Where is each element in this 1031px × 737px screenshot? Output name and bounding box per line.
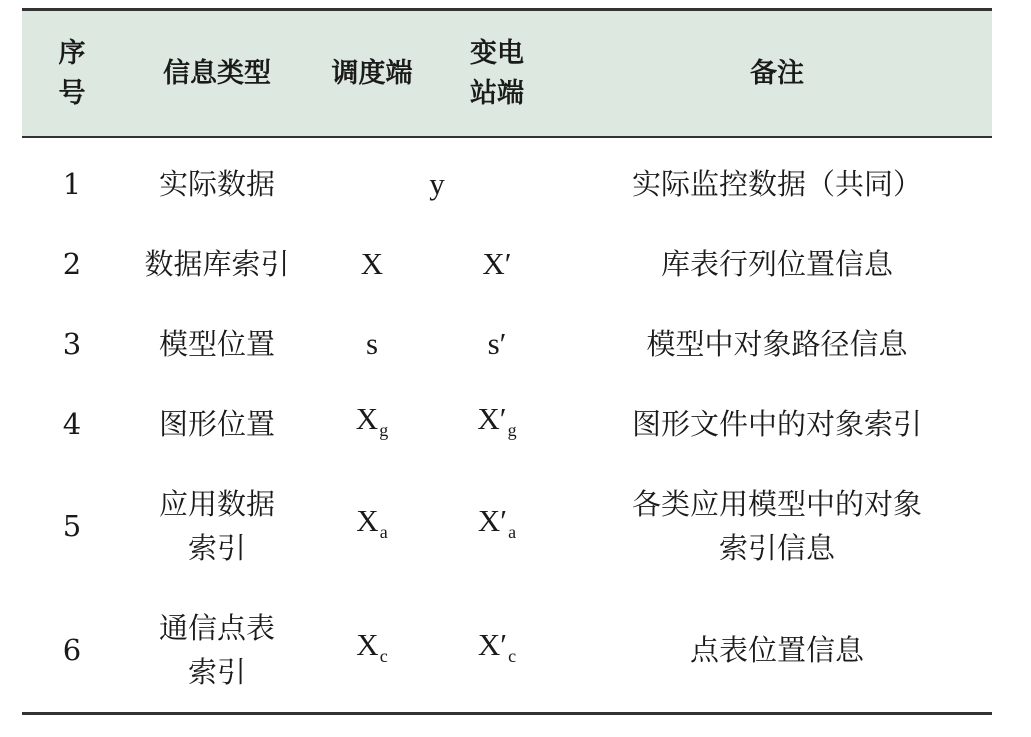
- cell-remarks: 各类应用模型中的对象索引信息: [631, 487, 922, 565]
- cell-substation: X′: [482, 246, 512, 281]
- table-header: [22, 10, 992, 138]
- symbol-main: X: [355, 400, 379, 436]
- table-row: [22, 588, 992, 714]
- cell-index: 1: [62, 167, 82, 201]
- cell-dispatch: [312, 464, 432, 588]
- table-row: [22, 464, 992, 588]
- cell-info-type: 模型位置: [158, 327, 275, 361]
- cell-info-type: 图形位置: [158, 407, 275, 441]
- cell-remarks: 实际监控数据（共同）: [631, 167, 922, 201]
- symbol-main: X′: [477, 502, 508, 538]
- table-row: [22, 224, 992, 304]
- header-dispatch-end: 调度端: [331, 57, 413, 89]
- cell-substation: [432, 588, 562, 714]
- cell-info-type: 应用数据索引: [158, 487, 275, 565]
- table-row: [22, 304, 992, 384]
- symbol-subscript: c: [508, 645, 517, 666]
- cell-substation: s′: [487, 326, 507, 361]
- table-row: [22, 137, 992, 224]
- cell-shared-value: y: [429, 166, 445, 201]
- cell-dispatch: s: [365, 326, 379, 361]
- cell-index: 2: [62, 247, 82, 281]
- symbol-subscript: a: [379, 521, 388, 542]
- symbol-main: X: [356, 502, 379, 538]
- cell-info-type: 实际数据: [158, 167, 275, 201]
- table-body: [22, 137, 992, 714]
- symbol-subscript: a: [508, 521, 517, 542]
- cell-remarks: 点表位置信息: [689, 633, 864, 667]
- symbol-subscript: c: [379, 645, 388, 666]
- cell-dispatch: X: [360, 246, 384, 281]
- cell-info-type: 通信点表索引: [158, 611, 275, 689]
- cell-remarks: 模型中对象路径信息: [646, 327, 908, 361]
- cell-remarks: 图形文件中的对象索引: [631, 407, 922, 441]
- cell-remarks: 库表行列位置信息: [660, 247, 893, 281]
- cell-dispatch: [312, 384, 432, 464]
- cell-index: 3: [62, 327, 82, 361]
- info-type-table: [22, 8, 992, 715]
- header-info-type: 信息类型: [163, 57, 271, 89]
- cell-info-type: 数据库索引: [144, 247, 290, 281]
- header-substation-end: 变电站端: [470, 37, 524, 109]
- symbol-subscript: g: [379, 419, 389, 440]
- table-row: [22, 384, 992, 464]
- symbol-subscript: g: [507, 419, 517, 440]
- cell-index: 4: [62, 407, 82, 441]
- symbol-main: X: [356, 626, 379, 662]
- symbol-main: X′: [477, 400, 507, 436]
- cell-index: 5: [62, 509, 82, 543]
- cell-index: 6: [62, 633, 82, 667]
- header-index: 序号: [58, 37, 86, 109]
- cell-substation: [432, 384, 562, 464]
- cell-dispatch: [312, 588, 432, 714]
- header-row: [22, 10, 992, 138]
- header-remarks: 备注: [750, 57, 804, 89]
- info-table-container: [22, 8, 992, 715]
- symbol-main: X′: [477, 626, 508, 662]
- cell-substation: [432, 464, 562, 588]
